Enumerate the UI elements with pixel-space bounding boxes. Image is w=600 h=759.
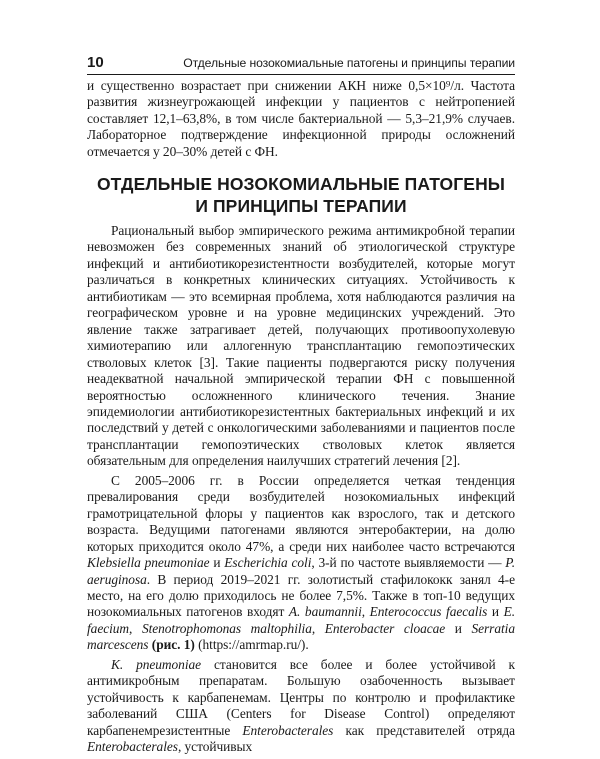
page-number: 10 — [87, 54, 104, 71]
section-body — [87, 223, 515, 759]
separator: , — [361, 604, 370, 620]
running-title: Отдельные нозокомиальные патогены и принципы терапии — [183, 56, 515, 70]
species-name: Enterobacter cloacae — [324, 620, 446, 636]
species-name: P. aeruginosa — [87, 555, 515, 587]
section-heading-line2: И ПРИНЦИПЫ ТЕРАПИИ — [195, 196, 407, 216]
species-name: Enterococcus faecalis — [369, 604, 488, 620]
paragraph-text: , устойчивых — [177, 739, 253, 755]
taxon-name: Enterobacterales — [242, 722, 334, 738]
section-heading — [87, 173, 515, 217]
paragraph-text: становится все более и более устойчивой к антимикробным препаратам. Большую озабоченность вызывает устойчивость к карбапенемам. Центры по контролю и профилактике заболеваний США (Centers for Disease Control) определяют карбапенемрезистентные — [87, 656, 515, 738]
paragraph-text: , 3-й по частоте выявляемости — — [311, 555, 506, 571]
paragraph-text: . В период 2019–2021 гг. золотистый стафилококк занял 4-е место, на его долю приходилось не более 7,5%. Также в топ-10 ведущих нозокомиальных патогенов входят — [87, 571, 515, 620]
conjunction: и — [487, 604, 504, 620]
paragraph-rational-choice: Рациональный выбор эмпирического режима антимикробной терапии невозможен без современных знаний об этиологической структуре инфекций и антибиотикорезистентности возбудителей, которые могут различаться в конкретных клинических ситуациях. Устойчивость к антибиотикам — это всемирная проблема, хотя наблюдаются различия на географическом уровне и на уровне медицинских учреждений. Это явление также затрагивает детей, получающих противоопухолевую химиотерапию или аллогенную трансплантацию гемопоэтических стволовых клеток [3]. Такие пациенты подвергаются риску получения неадекватной начальной эмпирической терапии ФН с повышенной вероятностью осложненного клинического течения. Знание эпидемиологии антибиотикорезистентных бактериальных инфекций и их последствий у детей с онкологическими заболеваниями и пациентов после трансплантации гемопоэтических стволовых клеток является обязательным для определения наилучших стратегий лечения [2]. — [87, 223, 515, 469]
section-heading-line1: ОТДЕЛЬНЫЕ НОЗОКОМИАЛЬНЫЕ ПАТОГЕНЫ — [96, 174, 506, 194]
figure-reference: (рис. 1) — [148, 637, 195, 653]
paragraph-text: как представителей отряда — [333, 722, 515, 738]
paragraph-text: С 2005–2006 гг. в России определяется четкая тенденция превалирования среди возбудителей нозокомиальных инфекций грамотрицательной флоры у пациентов как взрослого, так и детского возраста. Ведущими патогенами являются энтеробактерии, на долю которых приходится около 47%, а среди них наиболее часто встречаются — [87, 472, 515, 554]
species-name: Klebsiella pneumoniae — [87, 555, 210, 571]
species-name: Serratia marcescens — [87, 620, 515, 653]
running-header — [87, 52, 515, 75]
intro-paragraph: и существенно возрастает при снижении АКН ниже 0,5×10⁹/л. Частота развития жизнеугрожающей инфекции у пациентов с нейтропенией составляет 12,1–63,8%, в том числе бактериальной — 5,3–21,9% случаев. Лабораторное подтверждение инфекционной природы осложнений отмечается у 20–30% детей с ФН. — [87, 78, 515, 159]
species-name: K. pneumoniae — [111, 656, 202, 672]
url-reference: (https://amrmap.ru/). — [194, 637, 309, 653]
conjunction: и — [209, 555, 225, 571]
taxon-name: Enterobacterales — [87, 739, 178, 755]
separator: , — [311, 620, 325, 636]
paragraph-russia-trends — [87, 473, 515, 654]
species-name: E. faecium — [87, 604, 516, 636]
species-name: Escherichia coli — [224, 555, 312, 571]
conjunction: и — [445, 620, 472, 636]
paragraph-k-pneumoniae — [87, 657, 515, 756]
species-name: Stenotrophomonas maltophilia — [141, 620, 312, 636]
species-name: A. baumannii — [288, 604, 362, 620]
separator: , — [129, 620, 142, 636]
